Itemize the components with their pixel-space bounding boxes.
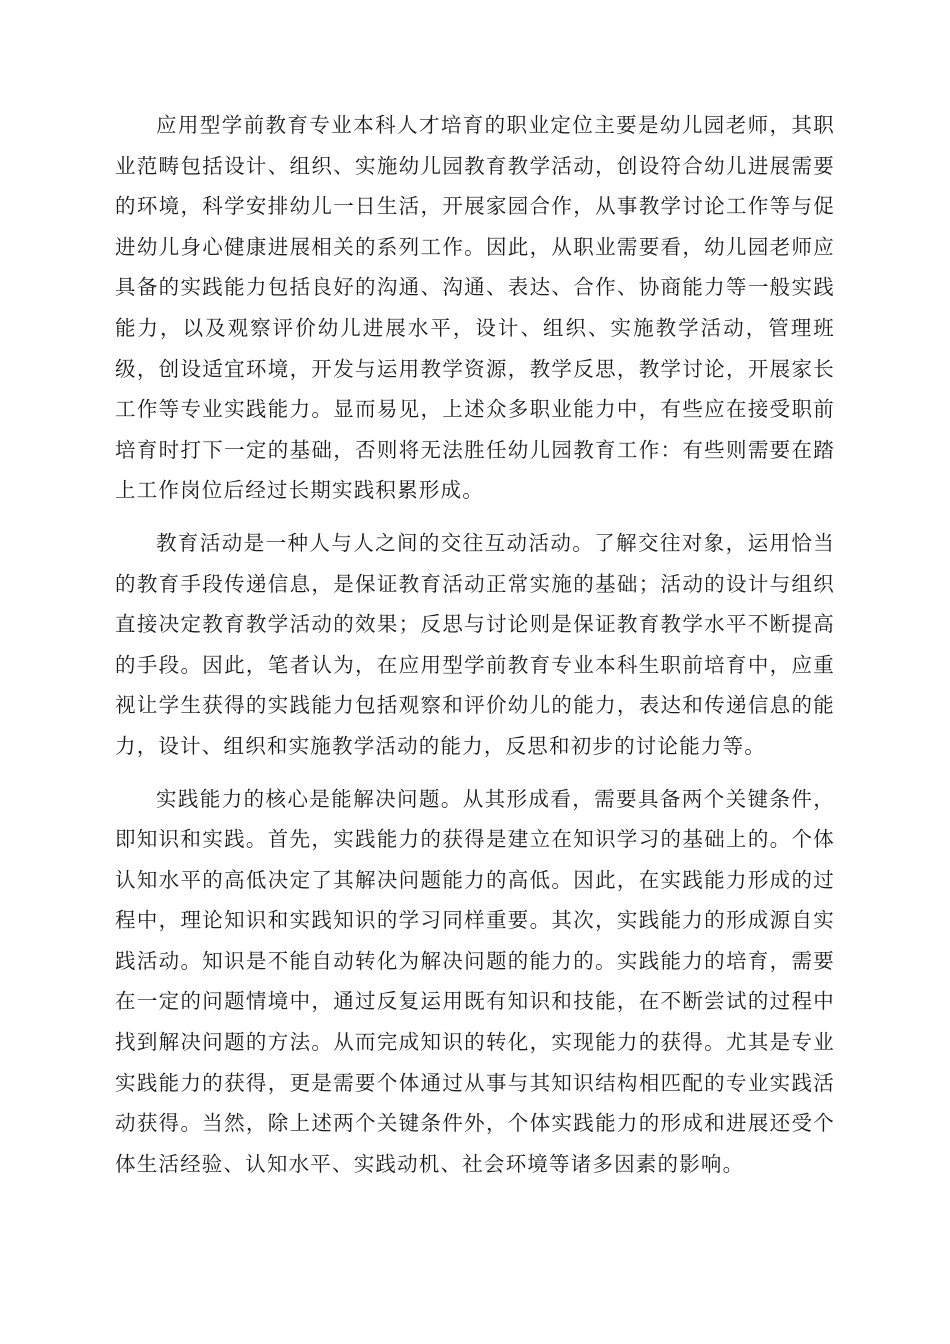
paragraph-educational-activity: 教育活动是一种人与人之间的交往互动活动。了解交往对象，运用恰当的教育手段传递信息，是保证教育活动正常实施的基础；活动的设计与组织直接决定教育教学活动的效果；反思与讨论则是保证教育教学水平不断提高的手段。因此，笔者认为，在应用型学前教育专业本科生职前培育中，应重视让学生获得的实践能力包括观察和评价幼儿的能力，表达和传递信息的能力，设计、组织和实施教学活动的能力，反思和初步的讨论能力等。: [115, 530, 835, 758]
paragraph-practical-ability-core: 实践能力的核心是能解决问题。从其形成看，需要具备两个关键条件，即知识和实践。首先，实践能力的获得是建立在知识学习的基础上的。个体认知水平的高低决定了其解决问题能力的高低。因此，在实践能力形成的过程中，理论知识和实践知识的学习同样重要。其次，实践能力的形成源自实践活动。知识是不能自动转化为解决问题的能力的。实践能力的培育，需要在一定的问题情境中，通过反复运用既有知识和技能，在不断尝试的过程中找到解决问题的方法。从而完成知识的转化，实现能力的获得。尤其是专业实践能力的获得，更是需要个体通过从事与其知识结构相匹配的专业实践活动获得。当然，除上述两个关键条件外，个体实践能力的形成和进展还受个体生活经验、认知水平、实践动机、社会环境等诸多因素的影响。: [115, 786, 835, 1176]
document-body: [115, 105, 835, 1184]
paragraph-career-positioning: 应用型学前教育专业本科人才培育的职业定位主要是幼儿园老师，其职业范畴包括设计、组织、实施幼儿园教育教学活动，创设符合幼儿进展需要的环境，科学安排幼儿一日生活，开展家园合作，从事教学讨论工作等与促进幼儿身心健康进展相关的系列工作。因此，从职业需要看，幼儿园老师应具备的实践能力包括良好的沟通、沟通、表达、合作、协商能力等一般实践能力，以及观察评价幼儿进展水平，设计、组织、实施教学活动，管理班级，创设适宜环境，开发与运用教学资源，教学反思，教学讨论，开展家长工作等专业实践能力。显而易见，上述众多职业能力中，有些应在接受职前培育时打下一定的基础，否则将无法胜任幼儿园教育工作：有些则需要在踏上工作岗位后经过长期实践积累形成。: [115, 113, 835, 503]
